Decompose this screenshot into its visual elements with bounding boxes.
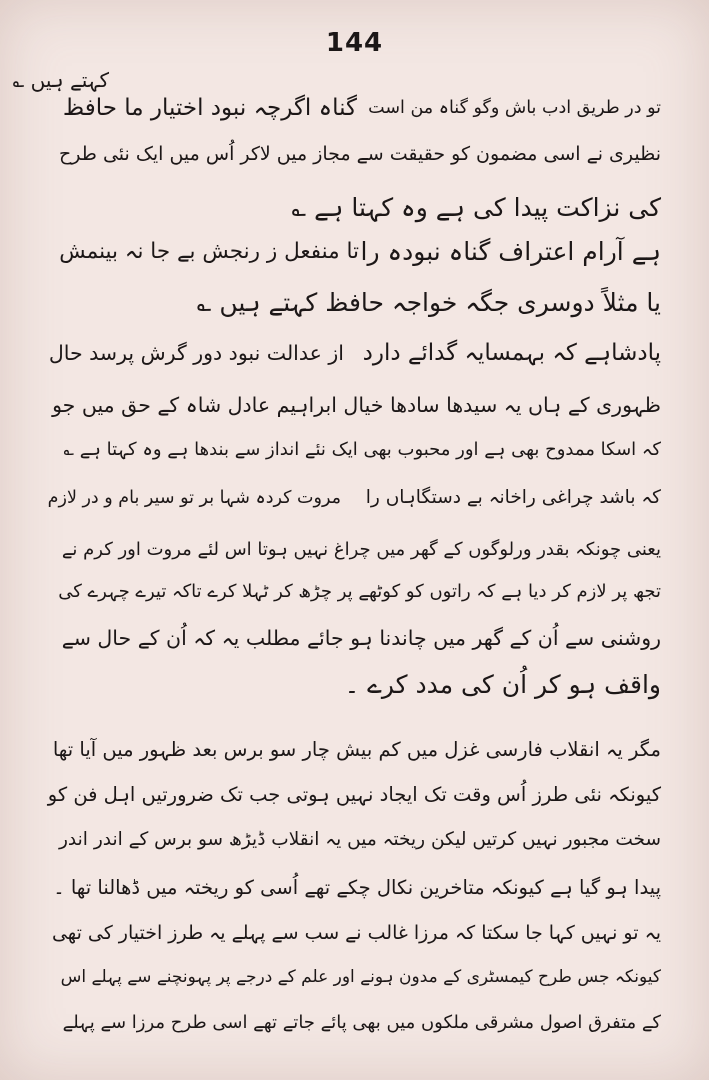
text-line: کیونکہ نئی طرز اُس وقت تک ایجاد نہیں ہوتی جب تک ضرورتیں اہل فن کو xyxy=(47,783,661,806)
text-line: واقف ہو کر اُن کی مدد کرے ۔ xyxy=(344,670,661,699)
text-line: تجھ پر لازم کر دیا ہے کہ راتوں کو کوٹھے پر چڑھ کر ٹہلا کرے تاکہ تیرے چہرے کی xyxy=(58,581,661,602)
text-line: روشنی سے اُن کے گھر میں چاندنا ہو جائے مطلب یہ کہ اُن کے حال سے xyxy=(61,626,661,650)
text-line: کہتے ہیں ؎ xyxy=(12,68,109,92)
verse-couplet xyxy=(0,478,709,518)
verse-hemistich: ہے آرام اعتراف گناہ نبودہ را xyxy=(360,237,661,266)
text-line: نظیری نے اسی مضمون کو حقیقت سے مجاز میں لاکر اُس میں ایک نئی طرح xyxy=(59,143,661,165)
text-line: کی نزاکت پیدا کی ہے وہ کہتا ہے ؎ xyxy=(291,193,661,222)
text-line: کیونکہ جس طرح کیمسٹری کے مدون ہونے اور علم کے درجے پر پہونچنے سے پہلے اس xyxy=(60,967,661,987)
verse-hemistich: مروت کردہ شہا بر تو سیر بام و در لازم xyxy=(47,488,341,508)
text-line: ظہوری کے ہاں یہ سیدھا سادھا خیال ابراہیم عادل شاہ کے حق میں جو xyxy=(52,393,661,417)
text-line: یعنی چونکہ بقدر ورلوگوں کے گھر میں چراغ نہیں ہوتا اس لئے مروت اور کرم نے xyxy=(61,539,661,560)
text-line: پیدا ہو گیا ہے کیونکہ متاخرین نکال چکے تھے اُسی کو ریختہ میں ڈھالنا تھا ۔ xyxy=(53,876,661,899)
text-line: یہ تو نہیں کہا جا سکتا کہ مرزا غالب نے سب سے پہلے یہ طرز اختیار کی تھی xyxy=(51,922,661,944)
text-line: مگر یہ انقلاب فارسی غزل میں کم بیش چار سو برس بعد ظہور میں آیا تھا xyxy=(52,738,661,761)
page-number: 144 xyxy=(325,28,384,58)
verse-hemistich: پادشاہے کہ بہمسایہ گدائے دارد xyxy=(362,340,661,366)
verse-hemistich: گناہ اگرچہ نبود اختیار ما حافظ xyxy=(62,95,357,121)
verse-hemistich: کہ باشد چراغی راخانہ بے دستگاہاں را xyxy=(365,487,661,508)
verse-couplet xyxy=(0,232,709,272)
verse-couplet xyxy=(0,88,709,128)
verse-hemistich: از عدالت نبود دور گرش پرسد حال xyxy=(48,341,344,365)
text-line: کے متفرق اصول مشرقی ملکوں میں بھی پائے جاتے تھے اسی طرح مرزا سے پہلے xyxy=(62,1012,661,1033)
verse-hemistich: تا منفعل ز رنجش بے جا نہ بینمش xyxy=(59,239,359,264)
text-line: سخت مجبور نہیں کرتیں لیکن ریختہ میں یہ انقلاب ڈیڑھ سو برس کے اندر اندر xyxy=(59,829,661,850)
text-line: یا مثلاً دوسری جگہ خواجہ حافظ کہتے ہیں ؎ xyxy=(196,288,661,317)
text-line: کہ اسکا ممدوح بھی ہے اور محبوب بھی ایک نئے انداز سے بندھا ہے وہ کہتا ہے ؎ xyxy=(63,439,661,460)
verse-hemistich: تو در طریق ادب باش وگو گناہ من است xyxy=(368,98,661,118)
verse-couplet xyxy=(0,333,709,373)
